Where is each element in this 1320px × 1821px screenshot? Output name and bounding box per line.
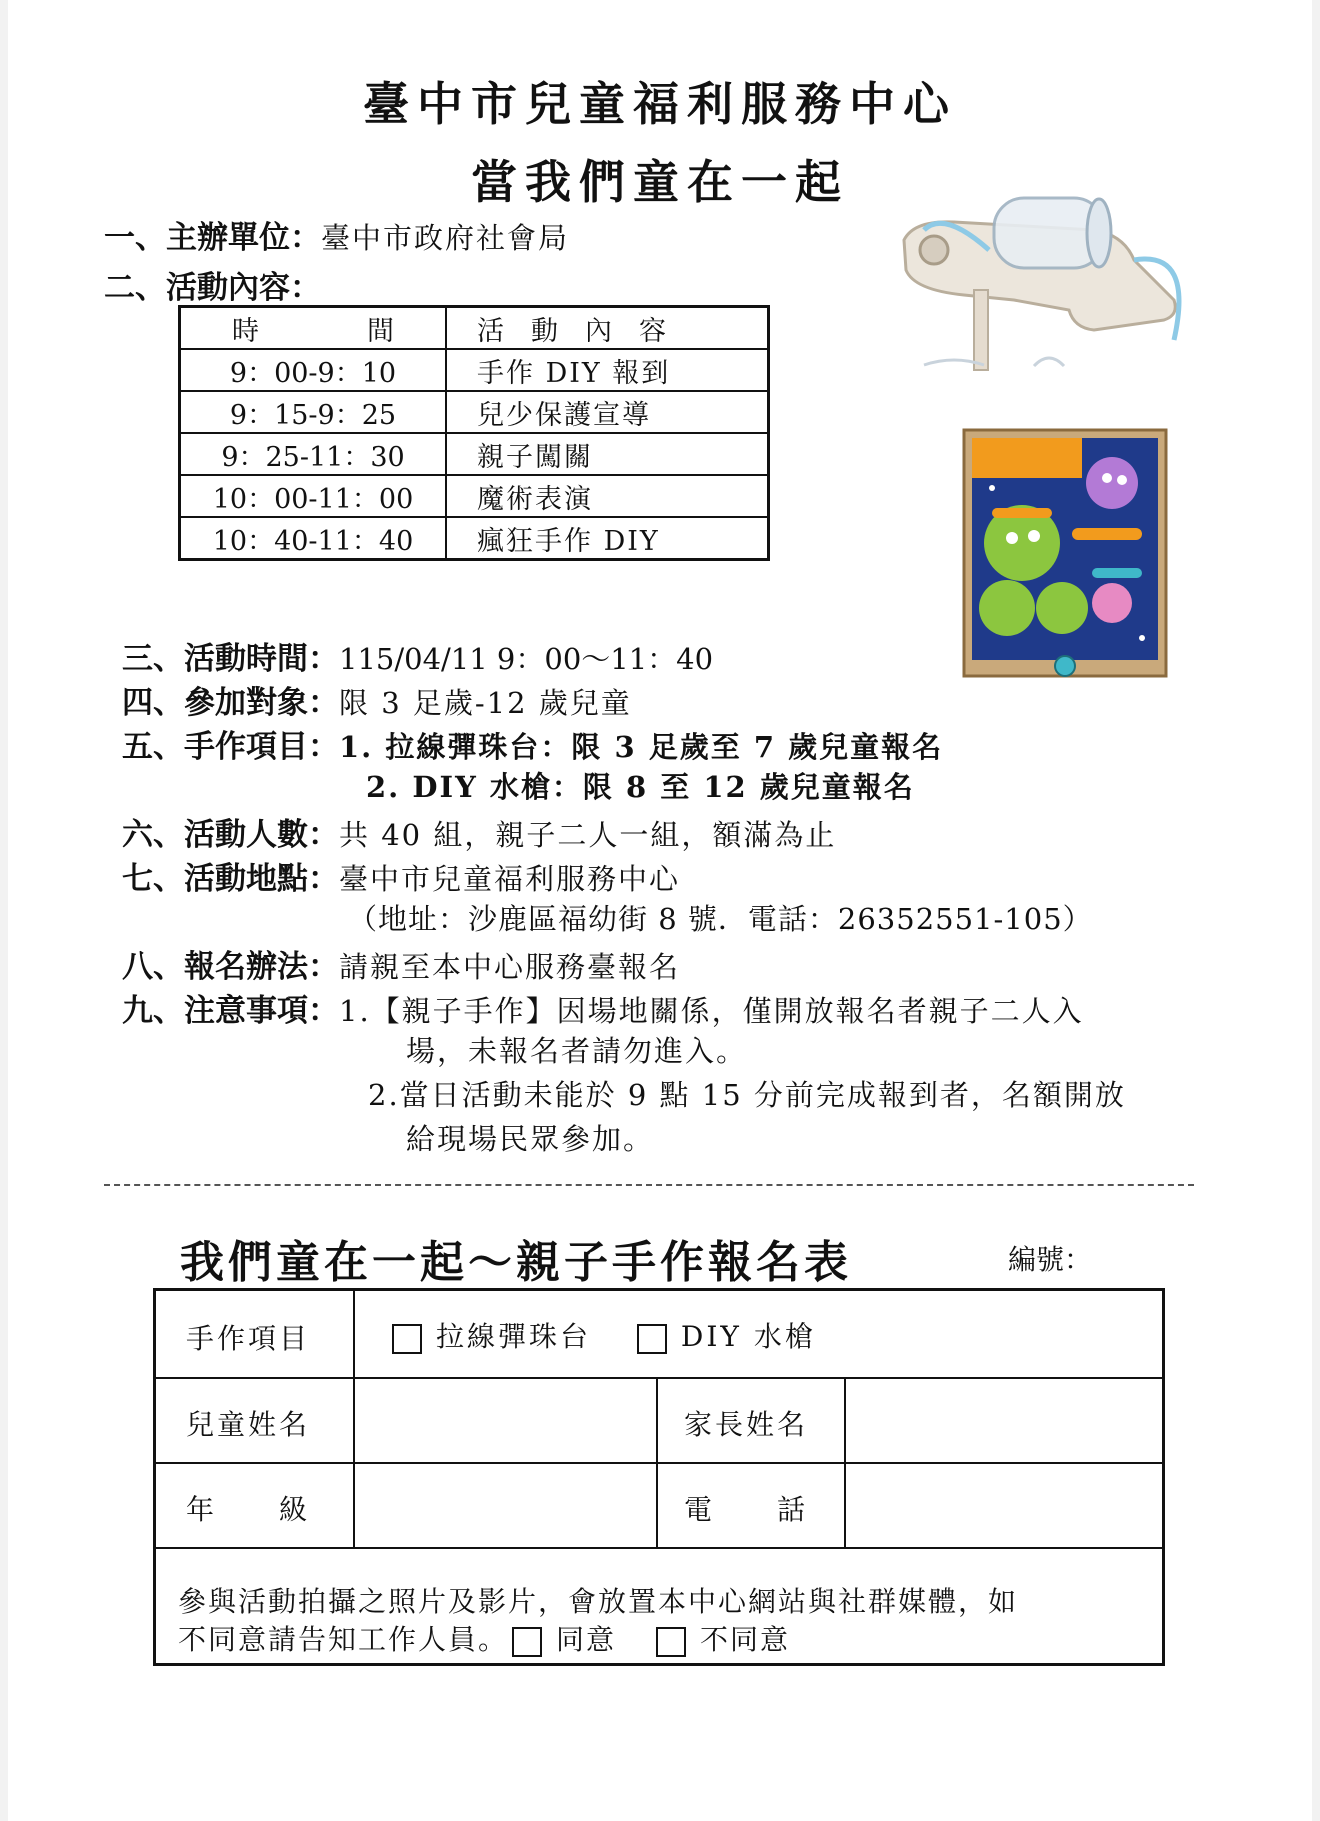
location-value: 臺中市兒童福利服務中心 [339, 862, 681, 896]
flyer-page [8, 0, 1312, 1821]
table-row [180, 475, 769, 517]
form-divider [656, 1377, 658, 1547]
grade-field[interactable] [355, 1464, 655, 1546]
count-row [122, 809, 836, 854]
craft-options [392, 1315, 816, 1355]
schedule-time: 9：15-9：25 [180, 391, 447, 433]
notes-row [122, 985, 1084, 1030]
crafts-label: 五、手作項目： [122, 729, 339, 765]
schedule-time: 9：00-9：10 [180, 349, 447, 391]
organizer-value: 臺中市政府社會局 [321, 221, 570, 255]
schedule-header-time: 時 間 [180, 307, 447, 350]
table-row [180, 349, 769, 391]
form-divider [156, 1547, 1162, 1549]
count-label: 六、活動人數： [122, 817, 339, 853]
craft-item-label: 手作項目 [186, 1322, 311, 1355]
disagree-label: 不同意 [700, 1623, 791, 1656]
schedule-time: 10：00-11：00 [180, 475, 447, 517]
disagree-checkbox[interactable] [656, 1627, 686, 1657]
signup-value: 請親至本中心服務臺報名 [339, 950, 681, 984]
target-value: 限 3 足歲-12 歲兒童 [339, 686, 632, 720]
time-label: 三、活動時間： [122, 641, 339, 677]
schedule-time: 10：40-11：40 [180, 517, 447, 560]
note1-line1: 1.【親子手作】因場地關係，僅開放報名者親子二人入 [339, 994, 1084, 1028]
location-row [122, 853, 680, 898]
target-label: 四、參加對象： [122, 685, 339, 721]
option2-checkbox[interactable] [637, 1324, 667, 1354]
schedule-header-activity: 活 動 內 容 [446, 307, 769, 350]
note2-line2: 給現場民眾參加。 [406, 1122, 655, 1156]
organizer-row [104, 212, 569, 257]
page-title: 臺中市兒童福利服務中心 [363, 77, 957, 131]
option2-label: DIY 水槍 [680, 1320, 816, 1353]
schedule-activity: 魔術表演 [446, 475, 769, 517]
signup-row [122, 941, 680, 986]
schedule-activity: 瘋狂手作 DIY [446, 517, 769, 560]
registration-form [153, 1288, 1165, 1666]
phone-label: 電 話 [684, 1493, 809, 1526]
agree-label: 同意 [556, 1623, 617, 1656]
notes-label: 九、注意事項： [122, 993, 339, 1029]
location-address: （地址：沙鹿區福幼街 8 號．電話：26352551-105） [348, 902, 1093, 936]
schedule-table [178, 305, 770, 561]
schedule-activity: 手作 DIY 報到 [446, 349, 769, 391]
agree-checkbox[interactable] [512, 1627, 542, 1657]
parent-name-label: 家長姓名 [684, 1408, 809, 1441]
form-title: 我們童在一起～親子手作報名表 [180, 1237, 852, 1288]
table-row [180, 433, 769, 475]
note2-line1: 2.當日活動未能於 9 點 15 分前完成報到者，名額開放 [368, 1078, 1126, 1112]
consent-line2: 不同意請告知工作人員。 [178, 1623, 509, 1656]
note1-line2: 場，未報名者請勿進入。 [406, 1034, 748, 1068]
option1-checkbox[interactable] [392, 1324, 422, 1354]
cut-line [104, 1184, 1194, 1186]
target-row [122, 677, 632, 722]
page-subtitle: 當我們童在一起 [471, 155, 849, 209]
child-name-label: 兒童姓名 [186, 1408, 311, 1441]
location-label: 七、活動地點： [122, 861, 339, 897]
content-row [104, 262, 321, 307]
schedule-header-row [180, 307, 769, 350]
time-value: 115/04/11 9：00～11：40 [339, 642, 714, 676]
crafts-item2: 2. DIY 水槍：限 8 至 12 歲兒童報名 [366, 770, 915, 804]
schedule-activity: 兒少保護宣導 [446, 391, 769, 433]
organizer-label: 一、主辦單位： [104, 220, 321, 256]
consent-line1: 參與活動拍攝之照片及影片，會放置本中心網站與社群媒體，如 [178, 1585, 1019, 1618]
crafts-item1: 1. 拉線彈珠台：限 3 足歲至 7 歲兒童報名 [339, 730, 944, 764]
child-name-field[interactable] [355, 1379, 655, 1461]
signup-label: 八、報名辦法： [122, 949, 339, 985]
count-value: 共 40 組，親子二人一組，額滿為止 [339, 818, 837, 852]
grade-label: 年 級 [186, 1493, 311, 1526]
phone-field[interactable] [846, 1464, 1160, 1546]
schedule-activity: 親子闖關 [446, 433, 769, 475]
schedule-time: 9：25-11：30 [180, 433, 447, 475]
table-row [180, 517, 769, 560]
crafts-row [122, 721, 943, 766]
pinball-board-image [962, 428, 1168, 680]
content-label: 二、活動內容： [104, 270, 321, 306]
option1-label: 拉線彈珠台 [436, 1320, 592, 1353]
time-row [122, 633, 713, 678]
serial-number-label: 編號： [1008, 1243, 1093, 1276]
parent-name-field[interactable] [846, 1379, 1160, 1461]
table-row [180, 391, 769, 433]
consent-notice [178, 1583, 1148, 1659]
consent-line2-row [178, 1621, 1148, 1659]
water-gun-image [894, 190, 1184, 390]
